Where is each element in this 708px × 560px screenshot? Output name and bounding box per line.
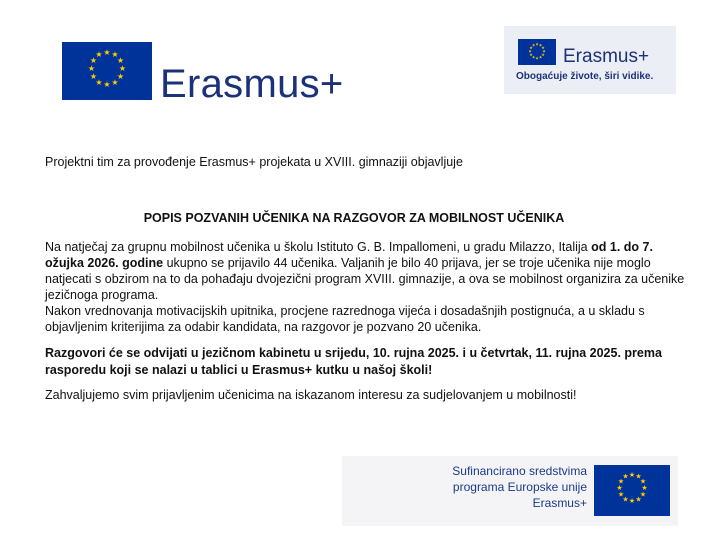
svg-text:★: ★ bbox=[95, 50, 103, 59]
svg-text:★: ★ bbox=[531, 54, 536, 60]
svg-text:★: ★ bbox=[531, 42, 536, 48]
svg-text:★: ★ bbox=[639, 490, 647, 499]
svg-text:★: ★ bbox=[542, 48, 546, 54]
eu-funding-footer bbox=[342, 456, 678, 526]
paragraph-application-info: Na natječaj za grupnu mobilnost učenika u školu Istituto G. B. Impallomeni, u gradu Milazzo, Italija od 1. do 7. ožujka 2026. godine ukupno se prijavilo 44 učenika. Valjanih je bilo 40 prijava, jer se troje učenika nije moglo natjecati s obzirom na to da pohađaju dvojezični program XVIII. gimnazije, a ova se mobilnost organizira za učenike jezičnoga programa. Nakon vrednovanja motivacijskih upitnika, procjene razrednoga vijeća i dosadašnjih postignuća, a u skladu s objavljenim kriterijima za odabir kandidata, na razgovor je pozvano 20 učenika. bbox=[45, 240, 685, 334]
mobility-dates: od 1. do 7. ožujka 2026. godine bbox=[45, 240, 653, 270]
svg-text:★: ★ bbox=[541, 45, 545, 50]
svg-text:★: ★ bbox=[89, 72, 98, 81]
eu-flag-icon bbox=[518, 39, 556, 65]
document-body bbox=[45, 239, 685, 403]
svg-text:★: ★ bbox=[528, 48, 532, 54]
erasmus-wordmark: Erasmus+ bbox=[563, 46, 650, 67]
svg-text:★: ★ bbox=[538, 42, 543, 48]
svg-text:★: ★ bbox=[111, 78, 119, 87]
svg-text:★: ★ bbox=[89, 56, 98, 65]
svg-text:★: ★ bbox=[103, 48, 111, 57]
svg-text:★: ★ bbox=[617, 477, 625, 486]
erasmus-logo-slogan bbox=[504, 26, 676, 94]
svg-text:★: ★ bbox=[641, 484, 648, 492]
svg-text:★: ★ bbox=[628, 471, 636, 479]
erasmus-logo-large bbox=[62, 41, 357, 106]
svg-text:★: ★ bbox=[95, 78, 103, 87]
svg-text:★: ★ bbox=[628, 497, 636, 505]
intro-line: Projektni tim za provođenje Erasmus+ projekata u XVIII. gimnaziji objavljuje bbox=[45, 155, 463, 169]
svg-text:★: ★ bbox=[116, 56, 125, 65]
svg-text:★: ★ bbox=[635, 472, 642, 481]
document-title: POPIS POZVANIH UČENIKA NA RAZGOVOR ZA MOBILNOST UČENIKA bbox=[143, 211, 565, 225]
svg-text:★: ★ bbox=[622, 495, 629, 504]
svg-text:★: ★ bbox=[538, 54, 543, 60]
svg-text:★: ★ bbox=[529, 52, 533, 57]
svg-text:★: ★ bbox=[639, 477, 647, 486]
svg-text:★: ★ bbox=[617, 490, 625, 499]
eu-flag-icon bbox=[594, 465, 670, 516]
svg-text:★: ★ bbox=[111, 50, 119, 59]
svg-text:★: ★ bbox=[87, 64, 96, 73]
paragraph-interview-schedule: Razgovori će se odvijati u jezičnom kabinetu u srijedu, 10. rujna 2025. i u četvrtak, 11. rujna 2025. prema rasporedu koji se nalazi u tablici u Erasmus+ kutku u našoj školi! bbox=[45, 346, 662, 377]
svg-text:★: ★ bbox=[535, 41, 539, 47]
erasmus-wordmark: Erasmus+ bbox=[160, 62, 344, 106]
funding-statement: Sufinancirano sredstvima programa Europske unije Erasmus+ bbox=[452, 464, 587, 510]
svg-text:★: ★ bbox=[103, 80, 111, 89]
svg-text:★: ★ bbox=[529, 45, 533, 50]
svg-text:★: ★ bbox=[622, 472, 629, 481]
erasmus-slogan: Obogaćuje živote, širi vidike. bbox=[516, 71, 654, 82]
paragraph-thanks: Zahvaljujemo svim prijavljenim učenicima na iskazanom interesu za sudjelovanjem u mobilnosti! bbox=[45, 388, 577, 402]
svg-text:★: ★ bbox=[541, 52, 545, 57]
eu-flag-icon bbox=[62, 42, 152, 100]
svg-text:★: ★ bbox=[118, 64, 127, 73]
svg-text:★: ★ bbox=[635, 495, 642, 504]
svg-text:★: ★ bbox=[116, 72, 125, 81]
svg-text:★: ★ bbox=[616, 484, 623, 492]
svg-text:★: ★ bbox=[535, 55, 539, 61]
